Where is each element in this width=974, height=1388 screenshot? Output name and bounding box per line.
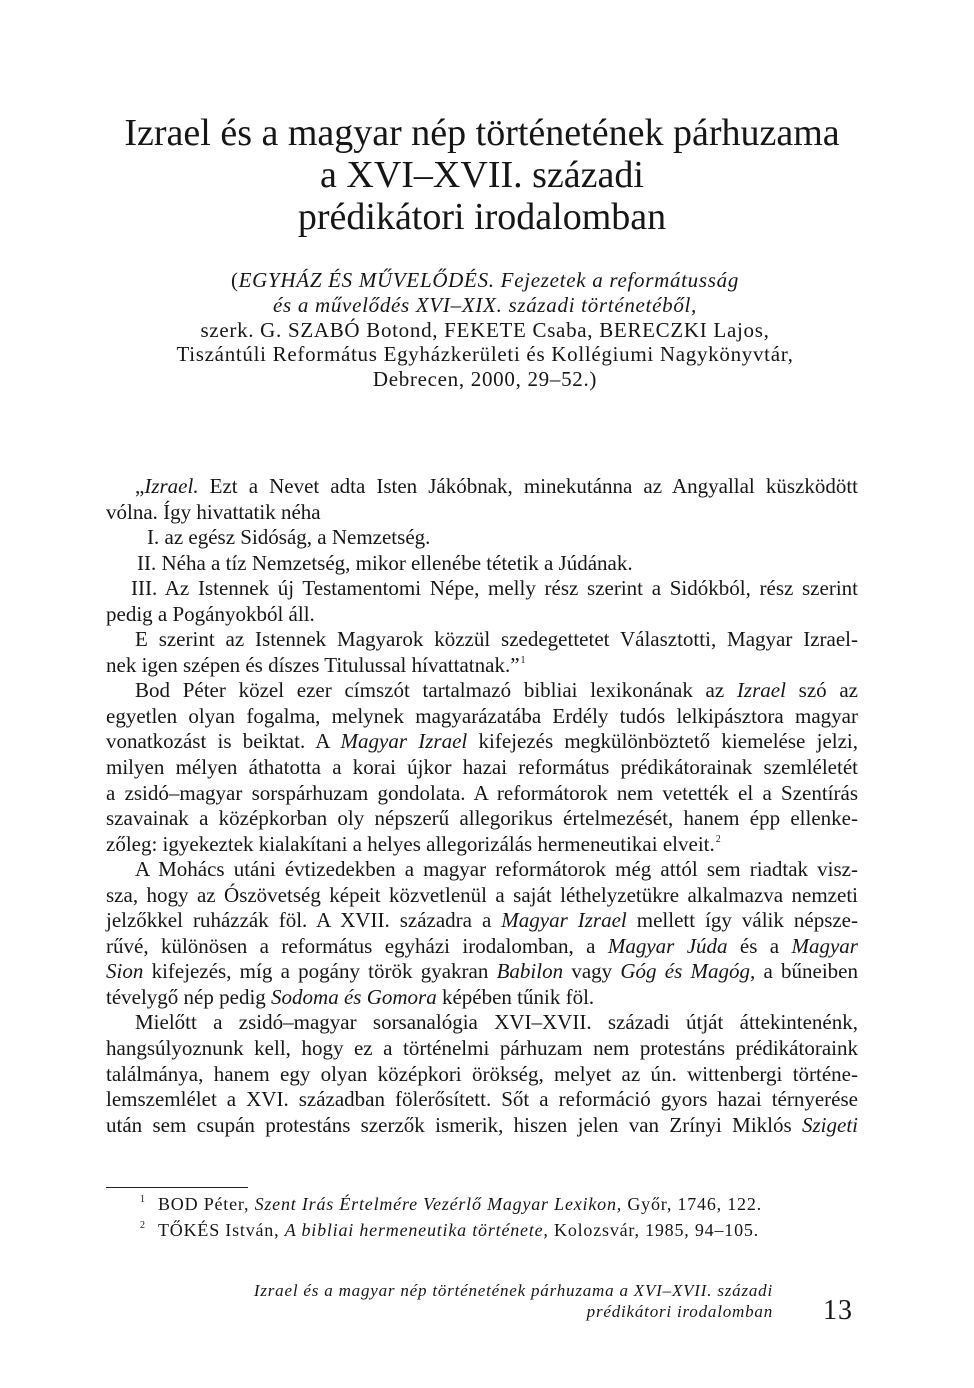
italic-run: Magyar Izrael bbox=[340, 729, 468, 754]
text-run: lemszemlélet a XVI. században fölerősített. Sőt a reformáció gyors hazai térnyerése bbox=[106, 1087, 858, 1112]
text-run: jelzőkkel ruházzák föl. A XVII. századra a bbox=[106, 908, 502, 933]
page-number: 13 bbox=[823, 1295, 853, 1326]
text-run: Debrecen, 2000, 29–52.) bbox=[372, 367, 598, 391]
text-run: Bod Péter közel ezer címszót tartalmazó bibliai lexikonának az bbox=[135, 678, 737, 703]
footnote-ref: 2 bbox=[715, 833, 721, 845]
footnote-text bbox=[158, 1220, 759, 1240]
text-run: zőleg: igyekeztek kialakítani a helyes allegorizálás hermeneutikai elveit. bbox=[106, 831, 715, 856]
body-line bbox=[106, 1087, 858, 1113]
body-paragraph bbox=[106, 576, 858, 627]
body-paragraph bbox=[106, 627, 858, 678]
body-line bbox=[106, 1113, 858, 1139]
text-run: és a bbox=[727, 933, 792, 958]
body-line bbox=[106, 934, 858, 960]
text-run: tévelygő nép pedig bbox=[106, 984, 272, 1009]
italic-run: EGYHÁZ ÉS MŰVELŐDÉS. Fejezetek a reformátusság bbox=[238, 268, 740, 292]
italic-run: Magyar Izrael bbox=[501, 908, 627, 933]
body-line bbox=[106, 806, 858, 832]
body-paragraph bbox=[106, 857, 858, 1010]
body-line bbox=[106, 500, 858, 526]
text-run: mellett így válik népsze- bbox=[626, 908, 859, 933]
body-line bbox=[106, 729, 858, 755]
text-run: Győr, 1746, 122. bbox=[622, 1194, 762, 1214]
title-line: Izrael és a magyar nép történetének párhuzama bbox=[124, 112, 840, 154]
body-line bbox=[106, 678, 858, 704]
text-run: Tiszántúli Református Egyházkerületi és Kollégiumi Nagykönyvtár, bbox=[176, 342, 794, 367]
text-run: vagy bbox=[563, 959, 621, 984]
footnote bbox=[106, 1217, 858, 1243]
text-run: szó az bbox=[785, 678, 858, 703]
text-run: nek igen szépen és díszes Titulussal hívattatnak.” bbox=[106, 652, 520, 677]
page-title bbox=[106, 112, 858, 238]
running-footer-line: prédikátori irodalomban bbox=[586, 1302, 773, 1321]
text-run: hangsúlyoznunk kell, hogy ez a történelmi párhuzam nem protestáns prédikátoraink bbox=[106, 1036, 858, 1061]
text-run: Ezt a Nevet adta Isten Jákóbnak, minekutánna az Angyallal küszködött bbox=[198, 474, 858, 498]
citation-line bbox=[106, 318, 864, 343]
body-line bbox=[106, 857, 858, 883]
text-run: Mielőtt a zsidó–magyar sorsanalógia XVI–XVII. századi útját áttekintenénk, bbox=[135, 1010, 858, 1035]
body-paragraph bbox=[106, 551, 858, 577]
italic-run: Sodoma és Gomora bbox=[271, 984, 437, 1009]
italic-run: Babilon bbox=[496, 959, 564, 984]
text-run: kifejezés megkülönböztető kiemelése jelzi, bbox=[467, 729, 859, 754]
footnotes bbox=[106, 1191, 858, 1243]
text-run: milyen mélyen áthatotta a korai újkor hazai református prédikátorainak szemléletét bbox=[106, 755, 858, 780]
italic-run: Góg és Magóg, bbox=[620, 959, 756, 984]
footnote-ref: 1 bbox=[520, 654, 526, 666]
text-run: „ bbox=[135, 474, 145, 498]
text-run: II. Néha a tíz Nemzetség, mikor ellenébe tétetik a Júdának. bbox=[137, 550, 633, 575]
italic-run: Magyar Júda bbox=[607, 933, 728, 958]
text-run: rűvé, különösen a református egyházi irodalomban, a bbox=[106, 933, 608, 958]
body-paragraph bbox=[106, 525, 858, 551]
text-run: szerk. G. SZABÓ Botond, FEKETE Csaba, BERECZKI Lajos, bbox=[200, 317, 770, 342]
body-line bbox=[106, 576, 858, 602]
text-run: kifejezés, míg a pogány török gyakran bbox=[143, 959, 497, 984]
text-run: a bűneiben bbox=[755, 959, 859, 984]
italic-run: Szigeti bbox=[802, 1112, 858, 1137]
body-line bbox=[106, 1010, 858, 1036]
citation-line bbox=[106, 268, 864, 293]
text-run: képében tűnik föl. bbox=[436, 984, 595, 1009]
text-run: találmánya, hanem egy olyan középkori örökség, melyet az ún. wittenbergi történe- bbox=[106, 1061, 858, 1086]
body-line bbox=[106, 755, 858, 781]
body-line bbox=[106, 959, 858, 985]
footnote-divider bbox=[106, 1187, 248, 1188]
footnote-text bbox=[158, 1194, 762, 1214]
title-line: prédikátori irodalomban bbox=[297, 196, 667, 238]
citation-line bbox=[106, 342, 864, 367]
text-run: BOD Péter, bbox=[158, 1194, 255, 1214]
text-run: pedig a Pogányokból áll. bbox=[106, 601, 315, 626]
body-line bbox=[106, 551, 858, 577]
italic-run: Magyar bbox=[791, 933, 858, 958]
italic-run: Sion bbox=[106, 959, 144, 984]
text-run: sza, hogy az Ószövetség képeit közvetlenül a saját léthelyzetükre alkalmazva nemzeti bbox=[106, 882, 858, 907]
text-run: E szerint az Istennek Magyarok közzül szedegettetet Választotti, Magyar Izrael- bbox=[135, 627, 858, 652]
text-run: egyetlen olyan fogalma, melynek magyarázatába Erdély tudós lelkipásztora magyar bbox=[106, 703, 858, 728]
running-footer-line: Izrael és a magyar nép történetének párhuzama a XVI–XVII. századi bbox=[253, 1281, 773, 1300]
footnote-number: 2 bbox=[140, 1220, 145, 1231]
italic-run: Izrael bbox=[736, 678, 786, 703]
text-run: szavainak a középkorban oly népszerű allegorikus értelmezését, hanem épp ellenke- bbox=[106, 806, 858, 831]
italic-run: A bibliai hermeneutika története, bbox=[284, 1220, 549, 1240]
text-run: a zsidó–magyar sorspárhuzam gondolata. A reformátorok nem vetették el a Szentírás bbox=[106, 780, 858, 805]
text-run: Kolozsvár, 1985, 94–105. bbox=[548, 1220, 759, 1240]
body-line bbox=[106, 653, 858, 679]
text-run: vonatkozást is beiktat. A bbox=[106, 729, 341, 754]
text-run: I. az egész Sidóság, a Nemzetség. bbox=[147, 525, 431, 550]
body-line bbox=[106, 474, 858, 500]
body-paragraph bbox=[106, 1010, 858, 1138]
body-line bbox=[106, 832, 858, 858]
italic-run: Izrael. bbox=[144, 474, 199, 498]
footnote-number: 1 bbox=[140, 1194, 145, 1205]
footnote bbox=[106, 1191, 858, 1217]
body-line bbox=[106, 1036, 858, 1062]
body-line bbox=[106, 908, 858, 934]
body-text bbox=[106, 474, 858, 1138]
body-line bbox=[106, 627, 858, 653]
body-line bbox=[106, 1062, 858, 1088]
title-line: a XVI–XVII. századi bbox=[320, 154, 644, 196]
source-citation bbox=[106, 268, 864, 392]
text-run: után sem csupán protestáns szerzők ismerik, hiszen jelen van Zrínyi Miklós bbox=[106, 1112, 802, 1137]
citation-line bbox=[106, 367, 864, 392]
running-footer bbox=[106, 1280, 773, 1322]
body-paragraph bbox=[106, 474, 858, 525]
text-run: III. Az Istennek új Testamentomi Népe, melly rész szerint a Sidókból, rész szerint bbox=[131, 576, 858, 601]
body-line bbox=[106, 602, 858, 628]
citation-line bbox=[106, 293, 864, 318]
body-line bbox=[106, 883, 858, 909]
body-paragraph bbox=[106, 678, 858, 857]
body-line bbox=[106, 525, 858, 551]
text-run: A Mohács utáni évtizedekben a magyar reformátorok még attól sem riadtak visz- bbox=[135, 857, 858, 882]
text-run: vólna. Így hivattatik néha bbox=[106, 499, 321, 524]
body-line bbox=[106, 704, 858, 730]
italic-run: és a művelődés XVI–XIX. századi történetéből, bbox=[273, 292, 697, 317]
italic-run: Szent Irás Értelmére Vezérlő Magyar Lexikon, bbox=[254, 1194, 623, 1214]
text-run: ( bbox=[230, 268, 239, 292]
body-line bbox=[106, 985, 858, 1011]
text-run: TŐKÉS István, bbox=[158, 1220, 285, 1240]
body-line bbox=[106, 781, 858, 807]
